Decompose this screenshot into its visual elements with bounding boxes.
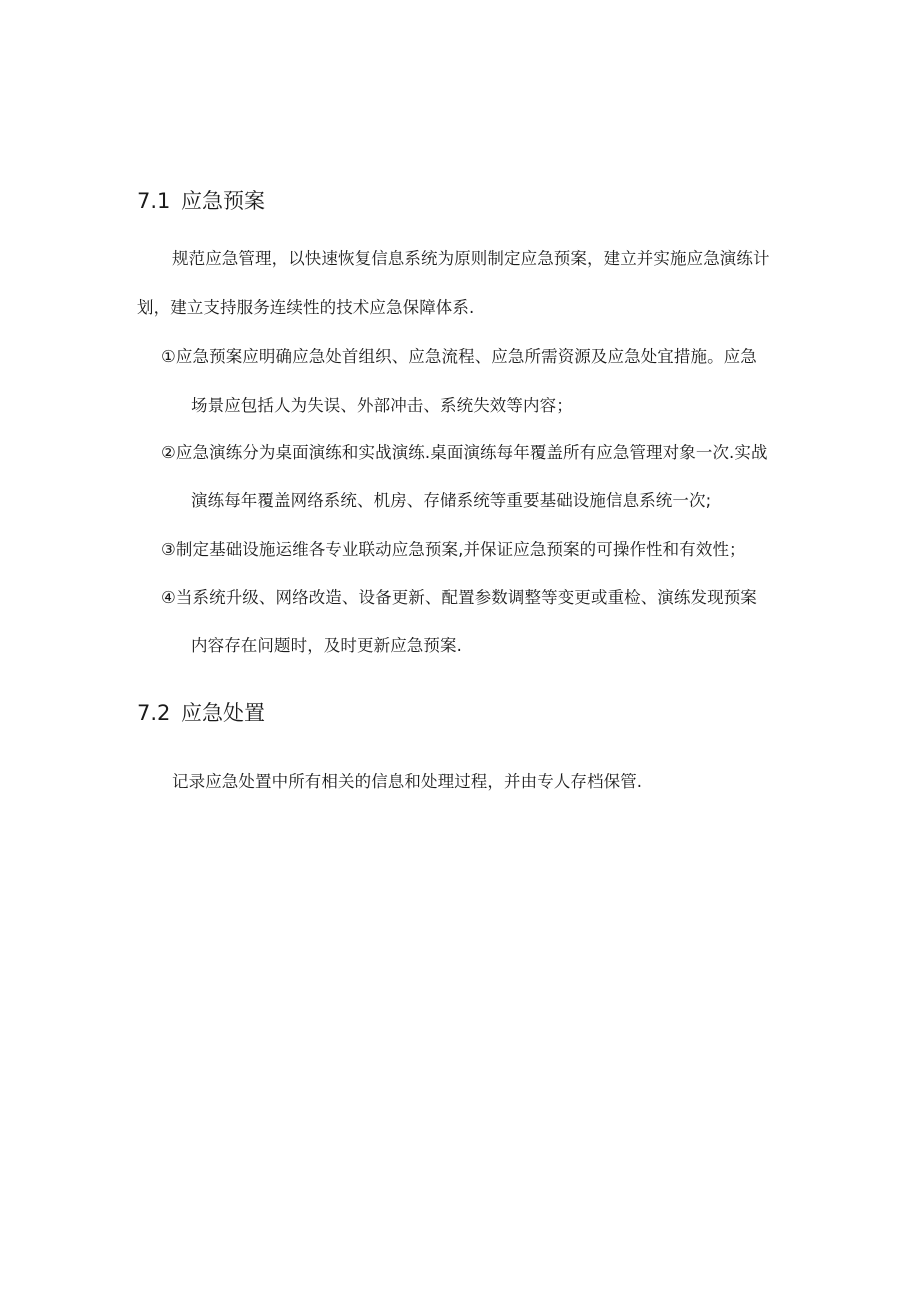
section-number: 7.2 xyxy=(137,701,171,725)
list-marker: ① xyxy=(161,347,176,366)
list-item xyxy=(161,538,746,562)
list-item-text: 应急预案应明确应急处首组织、应急流程、应急所需资源及应急处宜措施。应急 xyxy=(175,347,757,366)
list-marker: ④ xyxy=(161,588,176,607)
section-title: 应急预案 xyxy=(181,189,265,213)
list-item-text: 应急演练分为桌面演练和实战演练.桌面演练每年覆盖所有应急管理对象一次.实战 xyxy=(175,443,768,462)
paragraph-line: 规范应急管理，以快速恢复信息系统为原则制定应急预案，建立并实施应急演练计 xyxy=(172,249,770,268)
list-item xyxy=(161,586,757,610)
paragraph-line: 划，建立支持服务连续性的技术应急保障体系. xyxy=(137,298,475,317)
list-item-text: 制定基础设施运维各专业联动应急预案,并保证应急预案的可操作性和有效性； xyxy=(175,540,746,559)
list-item-text: 当系统升级、网络改造、设备更新、配置参数调整等变更或重检、演练发现预案 xyxy=(175,588,757,607)
list-item-continuation: 内容存在问题时，及时更新应急预案. xyxy=(191,636,462,655)
list-marker: ② xyxy=(161,443,176,462)
section-heading-7-1 xyxy=(137,187,265,215)
section-number: 7.1 xyxy=(137,189,171,213)
list-item-continuation: 场景应包括人为失误、外部冲击、系统失效等内容； xyxy=(191,396,573,415)
paragraph-line: 记录应急处置中所有相关的信息和处理过程，并由专人存档保管. xyxy=(172,772,643,791)
section-title: 应急处置 xyxy=(181,701,265,725)
list-item-continuation: 演练每年覆盖网络系统、机房、存储系统等重要基础设施信息系统一次; xyxy=(191,491,712,510)
list-item xyxy=(161,441,768,465)
list-item xyxy=(161,345,757,369)
section-heading-7-2 xyxy=(137,699,265,727)
list-marker: ③ xyxy=(161,540,176,559)
